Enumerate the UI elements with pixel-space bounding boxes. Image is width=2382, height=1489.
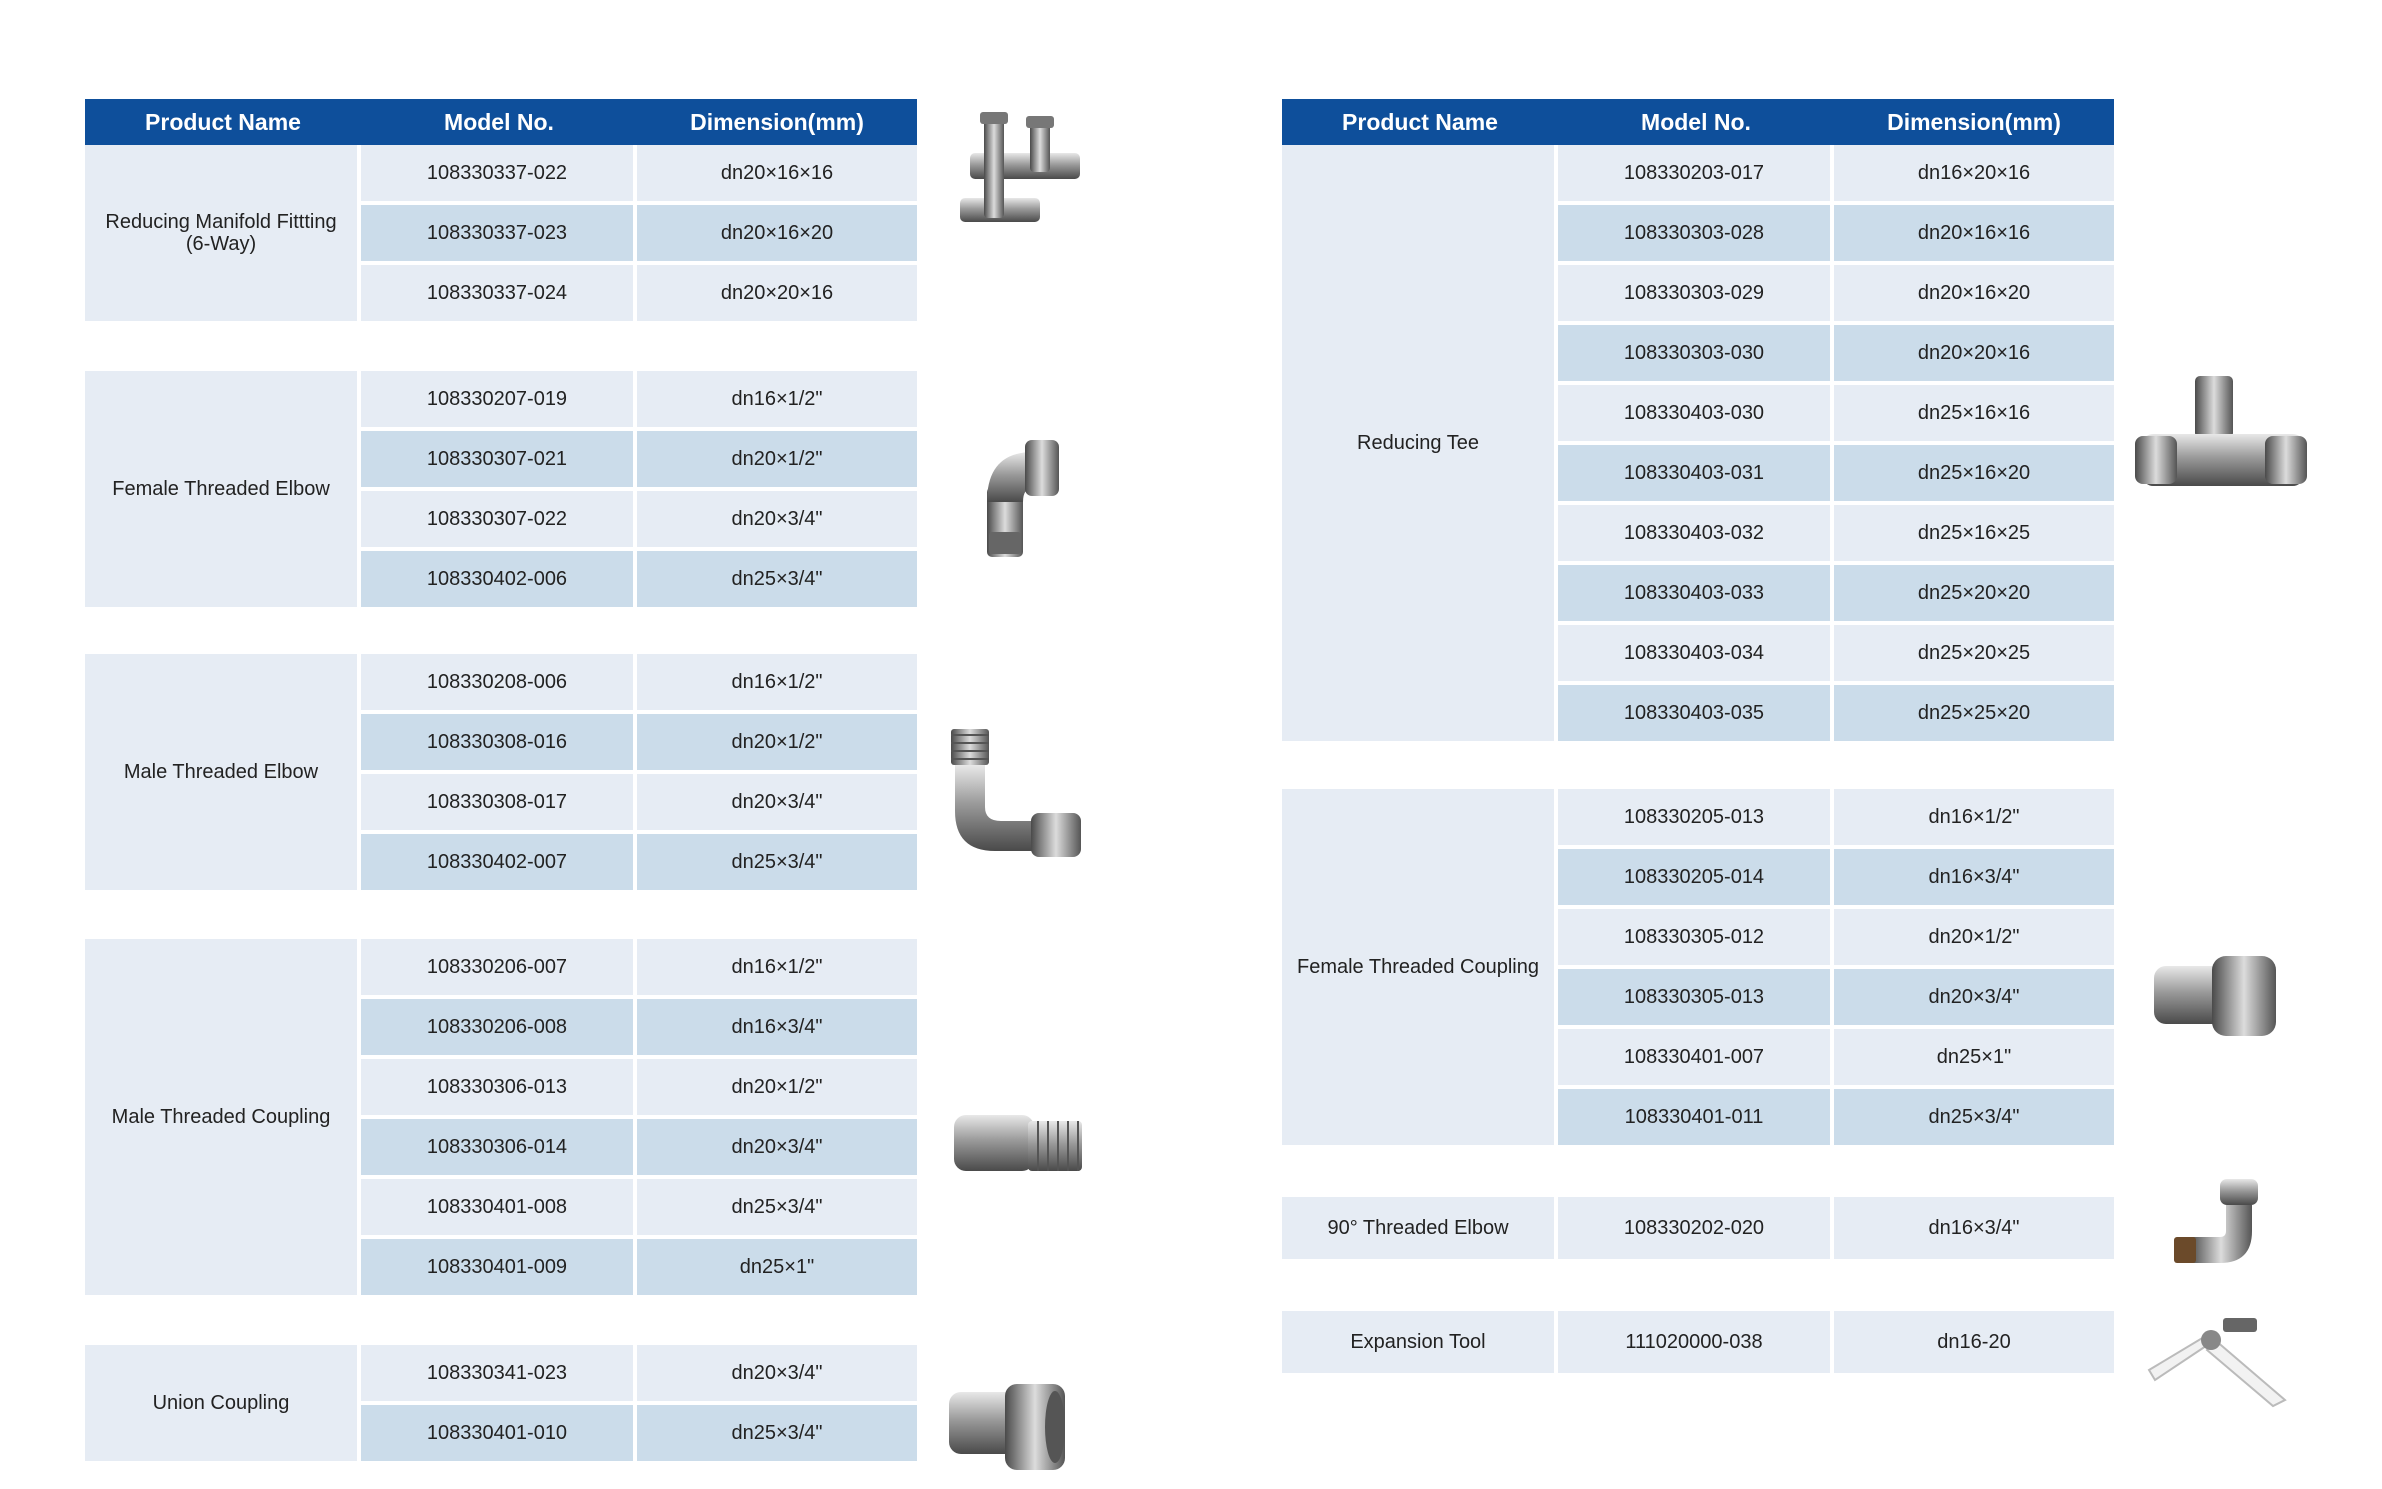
header-dimension: Dimension(mm)	[690, 108, 864, 135]
dimension-cell: dn20×3/4"	[637, 774, 917, 830]
header-dimension: Dimension(mm)	[1887, 108, 2061, 135]
model-cell: 108330403-031	[1558, 445, 1830, 501]
table-row	[1558, 325, 2114, 381]
right-table	[1282, 99, 2114, 1373]
product-name: Expansion Tool	[1282, 1311, 1554, 1373]
model-cell: 108330202-020	[1558, 1197, 1830, 1259]
model-cell: 108330306-014	[361, 1119, 633, 1175]
dimension-cell: dn25×1"	[1834, 1029, 2114, 1085]
dimension-cell: dn20×16×16	[637, 145, 917, 201]
dimension-cell: dn25×16×25	[1834, 505, 2114, 561]
dimension-cell: dn25×1"	[637, 1239, 917, 1295]
model-cell: 111020000-038	[1558, 1311, 1830, 1373]
header-model-no: Model No.	[1641, 108, 1751, 135]
female-elbow-icon	[975, 432, 1065, 562]
dimension-cell: dn25×16×16	[1834, 385, 2114, 441]
header-product-name: Product Name	[1342, 108, 1498, 135]
table-row	[361, 939, 917, 995]
table-row	[1558, 849, 2114, 905]
dimension-cell: dn20×3/4"	[637, 491, 917, 547]
dimension-cell: dn20×20×16	[637, 265, 917, 321]
dimension-cell: dn16×3/4"	[1834, 1197, 2114, 1259]
product-name: Reducing Tee	[1282, 145, 1554, 741]
product-group	[85, 1345, 917, 1461]
table-row	[1558, 385, 2114, 441]
dimension-cell: dn20×16×16	[1834, 205, 2114, 261]
table-row	[1558, 445, 2114, 501]
model-cell: 108330206-008	[361, 999, 633, 1055]
dimension-cell: dn20×3/4"	[637, 1345, 917, 1401]
model-cell: 108330203-017	[1558, 145, 1830, 201]
product-group	[1282, 145, 2114, 741]
table-row	[361, 145, 917, 201]
model-cell: 108330337-022	[361, 145, 633, 201]
table-row	[361, 371, 917, 427]
table-row	[1558, 685, 2114, 741]
model-cell: 108330402-006	[361, 551, 633, 607]
product-group	[1282, 1197, 2114, 1259]
table-header	[85, 99, 917, 145]
left-table	[85, 99, 917, 1461]
product-group	[85, 654, 917, 890]
table-row	[361, 999, 917, 1055]
threaded-elbow-90-icon	[2170, 1175, 2270, 1275]
model-cell: 108330401-010	[361, 1405, 633, 1461]
header-model-no: Model No.	[444, 108, 554, 135]
reducing-tee-icon	[2135, 372, 2310, 497]
dimension-cell: dn16×3/4"	[637, 999, 917, 1055]
product-name: Male Threaded Elbow	[85, 654, 357, 890]
table-row	[1558, 205, 2114, 261]
model-cell: 108330303-030	[1558, 325, 1830, 381]
table-header	[1282, 99, 2114, 145]
table-row	[1558, 909, 2114, 965]
union-coupling-icon	[945, 1378, 1070, 1478]
product-name: 90° Threaded Elbow	[1282, 1197, 1554, 1259]
dimension-cell: dn20×16×20	[637, 205, 917, 261]
table-row	[361, 1179, 917, 1235]
model-cell: 108330337-024	[361, 265, 633, 321]
dimension-cell: dn20×1/2"	[637, 714, 917, 770]
dimension-cell: dn25×3/4"	[1834, 1089, 2114, 1145]
product-group	[85, 939, 917, 1295]
table-row	[1558, 1029, 2114, 1085]
model-cell: 108330306-013	[361, 1059, 633, 1115]
product-group	[85, 145, 917, 321]
manifold-fitting-icon	[950, 108, 1090, 233]
table-row	[361, 1239, 917, 1295]
table-row	[361, 834, 917, 890]
product-name: Union Coupling	[85, 1345, 357, 1461]
table-row	[361, 1345, 917, 1401]
product-group	[85, 371, 917, 607]
dimension-cell: dn16-20	[1834, 1311, 2114, 1373]
male-coupling-icon	[950, 1105, 1085, 1185]
table-row	[361, 431, 917, 487]
table-row	[1558, 265, 2114, 321]
model-cell: 108330401-009	[361, 1239, 633, 1295]
dimension-cell: dn16×3/4"	[1834, 849, 2114, 905]
dimension-cell: dn20×1/2"	[637, 1059, 917, 1115]
dimension-cell: dn16×1/2"	[1834, 789, 2114, 845]
table-row	[361, 654, 917, 710]
table-row	[1558, 1311, 2114, 1373]
dimension-cell: dn20×16×20	[1834, 265, 2114, 321]
dimension-cell: dn20×1/2"	[637, 431, 917, 487]
dimension-cell: dn25×20×20	[1834, 565, 2114, 621]
model-cell: 108330401-007	[1558, 1029, 1830, 1085]
dimension-cell: dn25×25×20	[1834, 685, 2114, 741]
model-cell: 108330341-023	[361, 1345, 633, 1401]
table-row	[1558, 505, 2114, 561]
table-row	[361, 265, 917, 321]
table-row	[361, 1405, 917, 1461]
table-row	[1558, 969, 2114, 1025]
male-elbow-icon	[945, 725, 1085, 860]
dimension-cell: dn16×1/2"	[637, 654, 917, 710]
table-row	[361, 1119, 917, 1175]
table-row	[1558, 1197, 2114, 1259]
dimension-cell: dn20×1/2"	[1834, 909, 2114, 965]
model-cell: 108330403-030	[1558, 385, 1830, 441]
female-coupling-icon	[2150, 952, 2280, 1042]
dimension-cell: dn20×20×16	[1834, 325, 2114, 381]
product-name: Male Threaded Coupling	[85, 939, 357, 1295]
model-cell: 108330205-014	[1558, 849, 1830, 905]
product-group	[1282, 1311, 2114, 1373]
model-cell: 108330205-013	[1558, 789, 1830, 845]
model-cell: 108330305-013	[1558, 969, 1830, 1025]
table-row	[361, 774, 917, 830]
dimension-cell: dn25×16×20	[1834, 445, 2114, 501]
product-group	[1282, 789, 2114, 1145]
model-cell: 108330403-034	[1558, 625, 1830, 681]
dimension-cell: dn25×3/4"	[637, 551, 917, 607]
table-row	[361, 551, 917, 607]
dimension-cell: dn25×20×25	[1834, 625, 2114, 681]
expansion-tool-icon	[2145, 1310, 2295, 1410]
table-row	[361, 205, 917, 261]
model-cell: 108330308-016	[361, 714, 633, 770]
table-row	[361, 714, 917, 770]
dimension-cell: dn20×3/4"	[637, 1119, 917, 1175]
table-row	[361, 1059, 917, 1115]
table-row	[1558, 789, 2114, 845]
product-name: Female Threaded Coupling	[1282, 789, 1554, 1145]
dimension-cell: dn16×1/2"	[637, 939, 917, 995]
table-row	[1558, 145, 2114, 201]
dimension-cell: dn16×20×16	[1834, 145, 2114, 201]
dimension-cell: dn20×3/4"	[1834, 969, 2114, 1025]
model-cell: 108330307-021	[361, 431, 633, 487]
dimension-cell: dn16×1/2"	[637, 371, 917, 427]
product-name: Female Threaded Elbow	[85, 371, 357, 607]
model-cell: 108330403-032	[1558, 505, 1830, 561]
header-product-name: Product Name	[145, 108, 301, 135]
dimension-cell: dn25×3/4"	[637, 1405, 917, 1461]
dimension-cell: dn25×3/4"	[637, 834, 917, 890]
table-row	[1558, 625, 2114, 681]
model-cell: 108330305-012	[1558, 909, 1830, 965]
model-cell: 108330402-007	[361, 834, 633, 890]
model-cell: 108330208-006	[361, 654, 633, 710]
model-cell: 108330303-028	[1558, 205, 1830, 261]
model-cell: 108330206-007	[361, 939, 633, 995]
dimension-cell: dn25×3/4"	[637, 1179, 917, 1235]
table-row	[1558, 565, 2114, 621]
model-cell: 108330308-017	[361, 774, 633, 830]
model-cell: 108330403-033	[1558, 565, 1830, 621]
model-cell: 108330401-011	[1558, 1089, 1830, 1145]
model-cell: 108330401-008	[361, 1179, 633, 1235]
model-cell: 108330207-019	[361, 371, 633, 427]
model-cell: 108330303-029	[1558, 265, 1830, 321]
model-cell: 108330337-023	[361, 205, 633, 261]
table-row	[1558, 1089, 2114, 1145]
model-cell: 108330403-035	[1558, 685, 1830, 741]
product-name: Reducing Manifold Fittting (6-Way)	[85, 145, 357, 321]
model-cell: 108330307-022	[361, 491, 633, 547]
table-row	[361, 491, 917, 547]
